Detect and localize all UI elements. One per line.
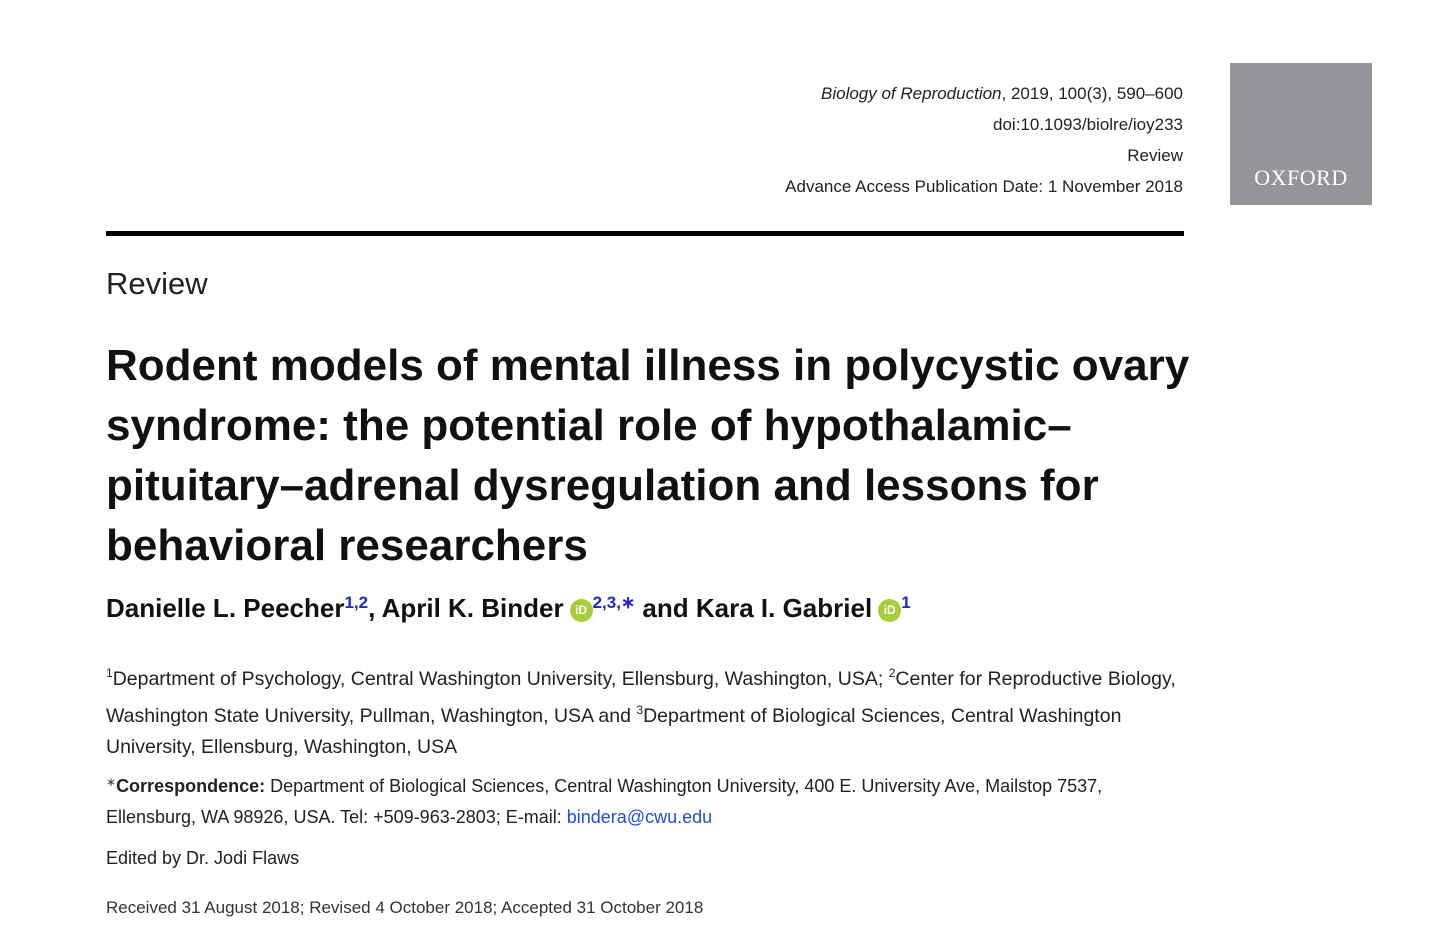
affiliation-3: Department of Biological Sciences, Central Washington University, Ellensburg, Washington, USA: [106, 705, 1122, 758]
edited-by: Edited by Dr. Jodi Flaws: [106, 848, 300, 868]
section-label: Review: [106, 266, 208, 301]
journal-name: Biology of Reproduction: [821, 84, 1002, 103]
author-affiliation-marks: 1,2: [344, 593, 369, 612]
author-separator: ,: [368, 593, 382, 623]
author-name: Danielle L. Peecher: [106, 593, 345, 623]
author-list: [106, 593, 911, 624]
affiliation-2: Center for Reproductive Biology, Washington State University, Pullman, Washington, USA and: [106, 668, 1176, 727]
header-rule: [106, 231, 1184, 236]
author-affiliation-marks: 1: [901, 593, 911, 612]
author-separator: and: [635, 593, 696, 623]
oxford-logo-text: OXFORD: [1254, 165, 1348, 190]
affiliation-number: 1: [106, 666, 113, 680]
correspondence-address: Department of Biological Sciences, Central Washington University, 400 E. University Ave, Mailstop 7537, Ellensburg, WA 98926, USA. Tel: +509-963-2803; E-mail:: [106, 776, 1103, 827]
citation-details: , 2019, 100(3), 590–600: [1001, 84, 1183, 103]
author-affiliation-marks: 2,3,∗: [592, 593, 636, 612]
affiliation-number: 3: [636, 703, 644, 717]
publication-date: Advance Access Publication Date: 1 November 2018: [785, 177, 1183, 196]
article-title: Rodent models of mental illness in polycystic ovary syndrome: the potential role of hypothalamic–pituitary–adrenal dysregulation and lessons for behavioral researchers: [106, 341, 1190, 570]
citation-line: [785, 78, 1183, 109]
doi: doi:10.1093/biolre/ioy233: [993, 115, 1183, 134]
article-type: Review: [1127, 146, 1183, 165]
correspondence-label: Correspondence:: [116, 776, 266, 796]
correspondence: [106, 767, 1186, 833]
article-meta: [785, 78, 1183, 202]
email-link[interactable]: bindera@cwu.edu: [566, 807, 713, 827]
orcid-icon[interactable]: iD: [570, 599, 593, 622]
affiliations: [106, 658, 1186, 763]
affiliation-number: 2: [888, 666, 896, 680]
article-history: Received 31 August 2018; Revised 4 October 2018; Accepted 31 October 2018: [106, 898, 704, 917]
oxford-logo: [1230, 63, 1372, 205]
orcid-icon[interactable]: iD: [878, 599, 901, 622]
author-name: April K. Binder: [381, 593, 564, 623]
author-name: Kara I. Gabriel: [695, 593, 873, 623]
affiliation-1: Department of Psychology, Central Washington University, Ellensburg, Washington, USA;: [112, 668, 889, 690]
correspondence-marker: ∗: [106, 775, 117, 789]
